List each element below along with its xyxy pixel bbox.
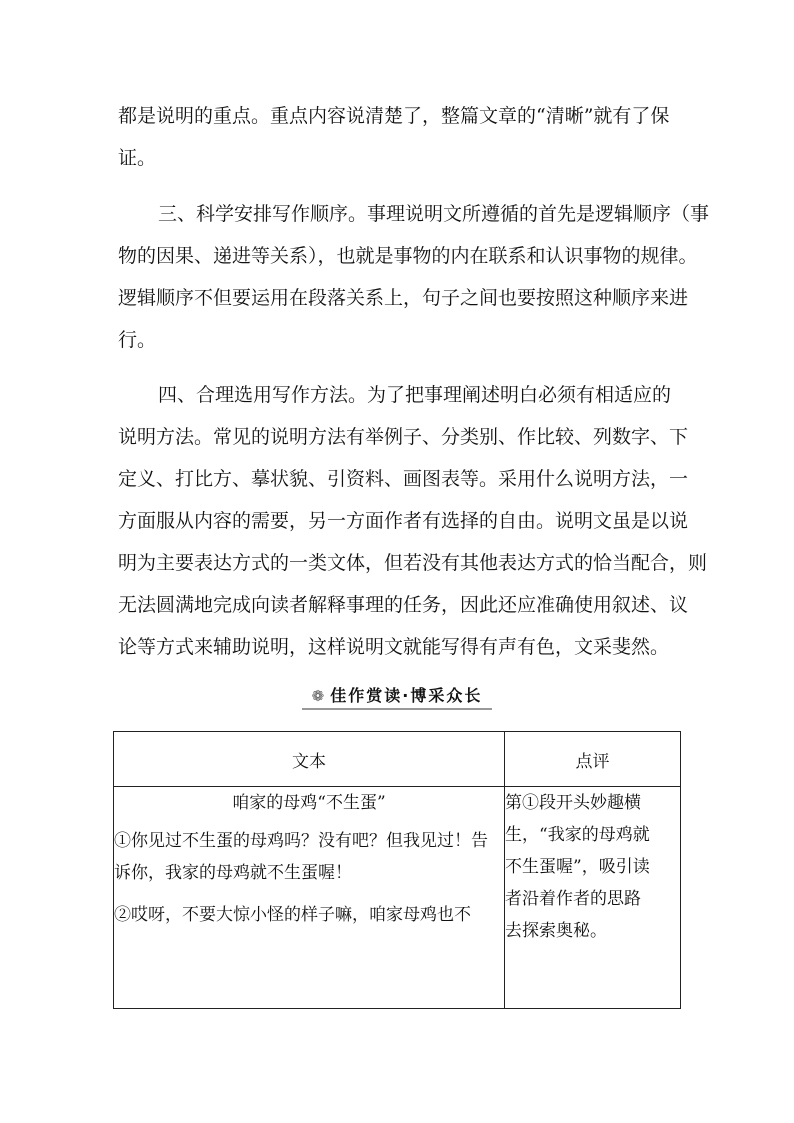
paragraph-2-line-3: 逻辑顺序不但要运用在段落关系上，句子之间也要按照这种顺序来进 (118, 287, 689, 309)
comment-line: 不生蛋喔”，吸引读 (505, 857, 650, 877)
paragraph-1-line-2: 证。 (118, 147, 157, 169)
table-row (114, 787, 681, 1009)
comment-line: 第①段开头妙趣横 (505, 793, 641, 813)
text-cell (114, 787, 505, 1009)
paragraph-3-line-1: 四、合理选用写作方法。为了把事理阐述明白必须有相适应的 (158, 384, 672, 406)
paragraph-3-line-7: 论等方式来辅助说明，这样说明文就能写得有声有色，文采斐然。 (118, 636, 670, 658)
review-table (113, 731, 681, 1009)
comment-line: 者沿着作者的思路 (505, 889, 641, 909)
section-heading (0, 683, 794, 710)
comment-text (505, 787, 680, 947)
paragraph-3-line-3: 定义、打比方、摹状貌、引资料、画图表等。采用什么说明方法，一 (118, 468, 689, 490)
paragraph-2-line-1: 三、科学安排写作顺序。事理说明文所遵循的首先是逻辑顺序（事 (158, 203, 710, 225)
comment-line: 生，“我家的母鸡就 (505, 825, 650, 845)
comment-cell (505, 787, 681, 1009)
paragraph-3-line-5: 明为主要表达方式的一类文体，但若没有其他表达方式的恰当配合，则 (118, 552, 708, 574)
essay-title: 咱家的母鸡“不生蛋” (232, 793, 386, 813)
essay-paragraph-2: ②哎呀，不要大惊小怪的样子嘛，咱家母鸡也不 (114, 905, 471, 925)
paragraph-3-line-6: 无法圆满地完成向读者解释事理的任务，因此还应准确使用叙述、议 (118, 594, 689, 616)
heading-underline (302, 708, 492, 710)
table-header-row (114, 732, 681, 787)
paragraph-3-line-4: 方面服从内容的需要，另一方面作者有选择的自由。说明文虽是以说 (118, 510, 689, 532)
paragraph-2-line-2: 物的因果、递进等关系），也就是事物的内在联系和认识事物的规律。 (118, 245, 698, 267)
paragraph-3-line-2: 说明方法。常见的说明方法有举例子、分类别、作比较、列数字、下 (118, 426, 689, 448)
section-heading-label: 佳作赏读·博采众长 (330, 686, 483, 705)
essay-paragraph-1: ①你见过不生蛋的母鸡吗？没有吧？但我见过！告诉你，我家的母鸡就不生蛋喔！ (114, 831, 488, 883)
paragraph-2-line-4: 行。 (118, 329, 157, 351)
paragraph-1-line-1: 都是说明的重点。重点内容说清楚了，整篇文章的“清晰”就有了保 (118, 105, 670, 127)
comment-line: 去探索奥秘。 (505, 921, 607, 941)
header-comment: 点评 (505, 732, 681, 787)
header-text: 文本 (114, 732, 505, 787)
ornament-icon: ❁ (311, 687, 327, 705)
